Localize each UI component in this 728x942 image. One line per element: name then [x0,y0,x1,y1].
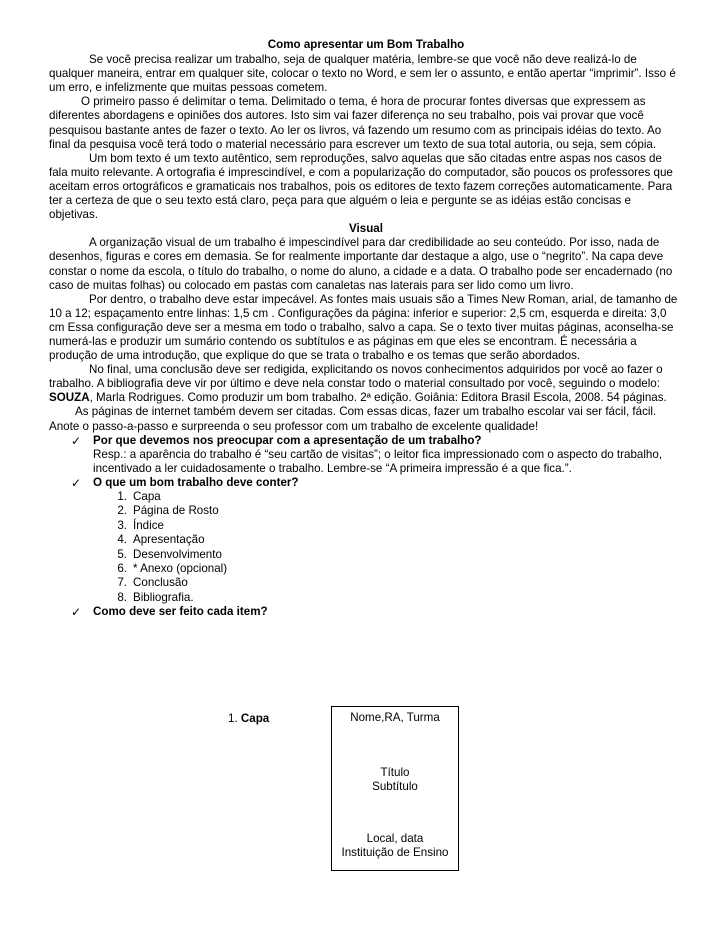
list-number: 6. [117,561,127,575]
list-label: Bibliografia. [133,590,194,604]
capa-student-info: Nome,RA, Turma [350,711,440,724]
paragraph-visual-organization: A organização visual de um trabalho é impescindível para dar credibilidade ao seu conteúdo. Por isso, nada de desenhos, figuras e cores em demasia. Se for realmente importante dar destaque a algo, use o “negrito”. Na capa deve constar o nome da escola, o título do trabalho, o nome do aluno, a cidade e a data. O trabalho pode ser encadernado (no caso de muitas folhas) ou colocado em pastas com canaletas nas laterais para ser lido como um livro. [49,236,673,292]
question-text: Como deve ser feito cada item? [93,605,268,619]
list-label: Índice [133,518,164,532]
list-label: Capa [133,490,161,503]
checkmark-icon: ✓ [71,605,82,620]
document-page [49,38,683,619]
list-item [49,504,683,518]
list-number: 5. [117,547,127,561]
list-label: * Anexo (opcional) [133,561,228,575]
paragraph-conclusion-text-a: No final, uma conclusão deve ser redigida, explicitando os novos conhecimentos adquiridos por você ao fazer o trabalho. A bibliografia deve vir por último e deve nela constar todo o material consultado por você, seguindo o modelo: [49,363,663,391]
list-item [49,548,683,562]
paragraph-conclusion-text-b: , Marla Rodrigues. Como produzir um bom trabalho. 2ª edição. Goiânia: Editora Brasil Escola, 2008. 54 páginas. [89,391,667,405]
paragraph-first-step: O primeiro passo é delimitar o tema. Delimitado o tema, é hora de procurar fontes diversas que expressem as diferentes abordagens e opiniões dos autores. Isto sim vai fazer diferença no seu trabalho, pois vai provar que você pesquisou bastante antes de fazer o texto. Ao ler os livros, vá fazendo um resumo com as principais idéias do texto. Ao final da pesquisa você terá todo o material necessário para escrever um texto de sua total autoria, ou seja, sem cópia. [49,95,662,151]
capa-label [228,712,269,725]
list-label: Desenvolvimento [133,547,222,561]
list-label: Conclusão [133,576,188,590]
capa-subtitle-text: Subtítulo [372,780,418,793]
list-number: 8. [117,590,127,604]
capa-diagram-box [331,706,459,871]
paragraph-good-text: Um bom texto é um texto autêntico, sem reproduções, salvo aquelas que são citadas entre aspas nos casos de fala muito relevante. A ortografia é imprescindível, e com a popularização do computador, são poucos os professores que aceitam erros ortográficos e gramaticais nos trabalhos, pois os editores de texto fazem correções automaticamente. Para ter a certeza de que o seu texto está claro, peça para que alguém o leia e pergunte se as idéias estão concisas e objetivas. [49,151,673,222]
capa-title-text: Título [380,766,410,779]
list-number: 1. [117,490,127,503]
checkmark-icon: ✓ [71,433,82,448]
capa-institution: Instituição de Ensino [341,846,449,859]
question-item [49,476,683,490]
document-title: Como apresentar um Bom Trabalho [267,38,465,51]
list-item [49,562,683,576]
contents-list [49,490,683,605]
list-item [49,576,683,590]
question-text: Por que devemos nos preocupar com a apresentação de um trabalho? [93,433,482,447]
question-text: O que um bom trabalho deve conter? [93,475,299,489]
question-list [49,434,683,620]
paragraph-inside: Por dentro, o trabalho deve estar impecável. As fontes mais usuais são a Times New Roman, arial, de tamanho de 10 a 12; espaçamento entre linhas: 1,5 cm . Configurações da página: inferior e superior: 2,5 cm, esquerda e direita: 3,0 cm Essa configuração deve ser a mesma em todo o trabalho, salvo a capa. Se o texto tiver muitas páginas, aconselha-se numerá-las e produzir um sumário contendo os subtítulos e as páginas em que eles se encontram. É necessária a produção de uma introdução, que explique do que se trata o trabalho e os temas que serão abordados. [49,292,678,363]
list-number: 7. [117,576,127,590]
section-heading-visual: Visual [349,222,383,236]
answer-text: Resp.: a aparência do trabalho é “seu cartão de visitas”; o leitor fica impressionado com o aspecto do trabalho, incentivado a ler cuidadosamente o trabalho. Lembre-se “A primeira impressão é a que fica.”. [93,447,663,475]
list-item [49,591,683,605]
list-item [49,533,683,547]
question-item [49,605,683,619]
checkmark-icon: ✓ [71,475,82,490]
capa-place-date: Local, data [366,832,424,845]
list-label: Página de Rosto [133,504,219,518]
list-number: 2. [117,504,127,518]
paragraph-internet: As páginas de internet também devem ser citadas. Com essas dicas, fazer um trabalho escolar vai ser fácil, fácil. Anote o passo-a-passo e surpreenda o seu professor com um trabalho de excelente qualidade! [49,405,657,433]
list-number: 4. [117,533,127,547]
paragraph-intro: Se você precisa realizar um trabalho, seja de qualquer matéria, lembre-se que você não deve realizá-lo de qualquer maneira, entrar em qualquer site, colocar o texto no Word, e sem ler o assunto, e então apertar “imprimir”. Isso é um erro, e infelizmente que muitas pessoas cometem. [49,53,676,95]
question-item [49,434,683,448]
list-number: 3. [117,518,127,532]
list-item [49,519,683,533]
capa-footer-block [332,832,458,860]
capa-title-block [332,766,458,794]
capa-title: Capa [240,712,270,725]
list-item [49,490,683,504]
paragraph-conclusion [49,363,683,405]
capa-number: 1. [228,712,238,725]
bibliography-author: SOUZA [49,391,90,405]
list-label: Apresentação [133,533,205,547]
